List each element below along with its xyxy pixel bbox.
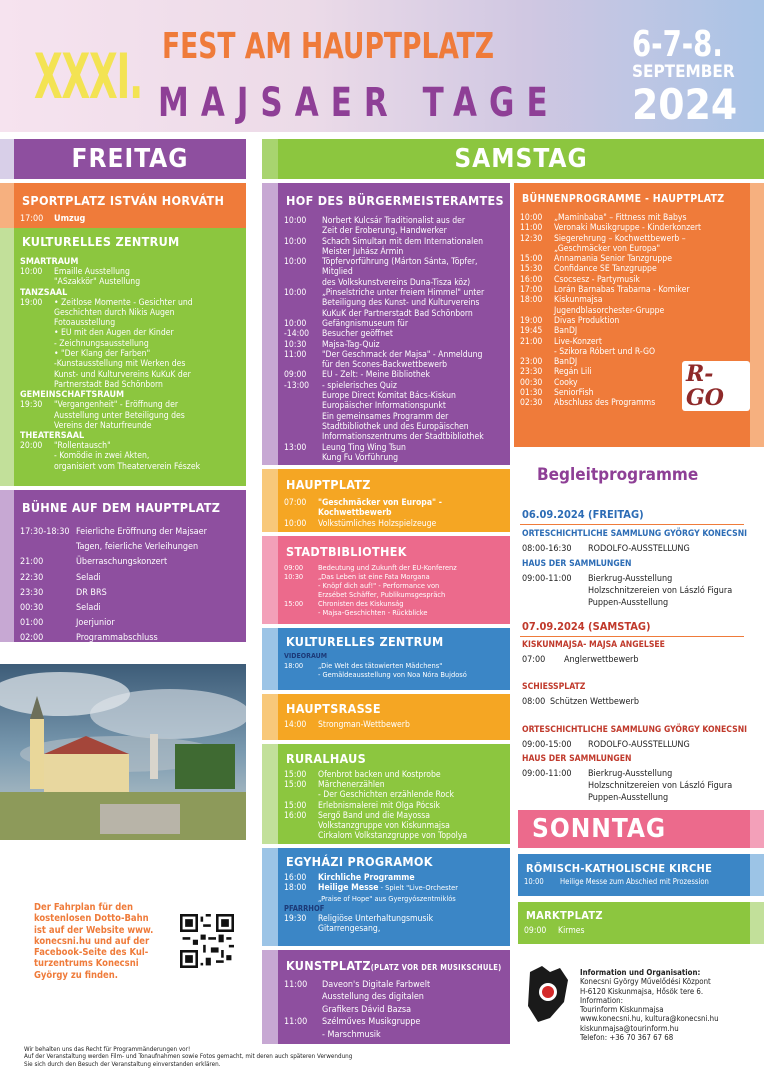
footer-disclaimer: Wir behalten uns das Recht für Programmänderungen vor! Auf der Veranstaltung werden Film- und Tonaufnahmen sowie Fotos gemacht, mit deren auch späteren Verwendung Sie sich durch den Besuch der Veranstaltung einverstanden erklären. [24, 1046, 353, 1068]
schedule-row [278, 370, 510, 380]
schedule-row [278, 599, 510, 608]
schedule-row [278, 381, 510, 391]
box-hauptsrasse: HAUPTSRASSE 14:00 Strongman-Wettbewerb [278, 694, 510, 740]
row-text: BanDJ [554, 357, 578, 368]
row-text: Ein gemeinsames Programm der [322, 411, 449, 422]
day-samstag: SAMSTAG [278, 139, 764, 179]
edition-number: XXXI. [34, 40, 143, 113]
schedule-row [278, 790, 510, 800]
begleit-date-fri: 06.09.2024 (FREITAG) [522, 508, 644, 521]
schedule-row [514, 306, 750, 316]
schedule-row [278, 247, 510, 257]
church-photo [0, 664, 246, 840]
row-time [284, 453, 322, 463]
row-time: 15:00 [284, 770, 307, 780]
row-text: DR BRS [76, 587, 107, 598]
box-kirche: RÖMISCH-KATHOLISCHE KIRCHE 10:00 Heilige Messe zum Abschied mit Prozession [518, 854, 750, 896]
row-time [520, 244, 554, 254]
row-time [520, 347, 554, 357]
buehne-fri-title: BÜHNE AUF DEM HAUPTPLATZ [22, 500, 221, 515]
dotto-bahn-text: Der Fahrplan für den kostenlosen Dotto-Bahn ist auf der Website www. konecsni.hu und auf der Facebook-Seite des Kul- turzentrums Konecsni György zu finden. [34, 902, 154, 981]
row-time: 21:00 [520, 336, 543, 347]
schedule-row [278, 319, 510, 329]
schedule-row [514, 326, 750, 336]
begleit-text: Puppen-Ausstellung [588, 793, 669, 803]
schedule-row [278, 360, 510, 370]
strip-stadtbib [262, 536, 278, 624]
row-text: „Maminbaba" – Fittness mit Babys [554, 213, 687, 223]
row-time: 15:00 [284, 780, 307, 791]
row-time [284, 391, 322, 401]
row-time: 15:30 [520, 264, 543, 275]
row-time: 02:30 [520, 398, 543, 409]
festival-subtitle: MAJSAER TAGE [158, 80, 560, 126]
row-time: 17:30-18:30 [20, 527, 70, 537]
box-buehne-fri [14, 490, 246, 642]
row-time: -13:00 [284, 380, 310, 391]
row-text: Programmabschluss [76, 633, 158, 642]
row-text: Schach Simultan mit dem Internationalen [322, 236, 483, 247]
row-time [284, 360, 322, 370]
schedule-row [278, 216, 510, 226]
row-text: Sergő Band und die Mayossa [318, 810, 431, 821]
row-time [284, 422, 322, 432]
row-time [284, 226, 322, 236]
schedule-row [278, 288, 510, 298]
row-time [284, 309, 322, 319]
schedule-row [278, 391, 510, 401]
row-text: Ofenbrot backen und Kostprobe [318, 770, 441, 780]
row-time: 02:00 [20, 633, 44, 642]
row-text: - spielerisches Quiz [322, 380, 397, 391]
begleit-text: RODOLFO-AUSSTELLUNG [588, 740, 690, 750]
row-time: 10:00 [284, 288, 307, 299]
schedule-row [278, 350, 510, 360]
strip-hof [262, 183, 278, 465]
row-time: 01:00 [20, 618, 44, 629]
info-website-link: www.konecsni.hu, kultura@konecsni.hu [580, 1014, 719, 1024]
schedule-row [278, 237, 510, 247]
hauptsrasse-title: HAUPTSRASSE [286, 701, 381, 716]
schedule-row [278, 1004, 510, 1016]
row-text: Cooky [554, 377, 578, 388]
row-time [284, 991, 322, 1003]
schedule-row [514, 234, 750, 244]
row-text: Norbert Kulcsár Traditionalist aus der [322, 216, 466, 226]
row-text: Kung Fu Vorführung [322, 452, 399, 463]
row-text: Erzsébet Schäffer, Publikumsgespräch [318, 590, 446, 599]
row-time: 17:00 [520, 285, 543, 296]
row-text: Lorán Barnabas Trabarna - Komiker [554, 285, 690, 296]
begleit-text: RODOLFO-AUSSTELLUNG [588, 544, 690, 554]
begleit-text: Anglerwettbewerb [564, 655, 639, 665]
schedule-row [278, 453, 510, 463]
side-strip-green [0, 228, 14, 486]
row-text: Chronisten des Kiskunság [318, 599, 404, 608]
schedule-row [514, 244, 750, 254]
row-text: Europäischer Informationspunkt [322, 401, 446, 412]
row-text: „Geschmäcker von Europa" [554, 243, 661, 254]
row-time: 16:00 [520, 274, 543, 285]
row-time [284, 831, 318, 841]
row-time [284, 1004, 322, 1016]
strip-marktplatz [750, 902, 764, 944]
begleit-time: 09:00-11:00 [522, 769, 572, 779]
day-freitag: FREITAG [14, 139, 246, 179]
schedule-row [278, 278, 510, 288]
row-text: Grafikers Dávid Bazsa [322, 1004, 412, 1015]
row-time: 19:00 [520, 315, 543, 326]
info-block: Information und Organisation: Konecsni György Művelődési Központ H-6120 Kiskunmajsa, Hősök tere 6. Information: Tourinform Kiskunmajsa www.konecsni.hu, kultura@konecsni.hu kiskunmajsa@tourinform.hu Telefon: +36 70 367 67 68 [580, 968, 719, 1043]
side-strip-orange [0, 183, 14, 228]
schedule-row [278, 257, 510, 278]
hof-title: HOF DES BÜRGERMEISTERAMTES [286, 193, 504, 208]
row-text: Cirkalom Volkstanzgruppe von Topolya [318, 831, 468, 842]
schedule-row [14, 601, 246, 616]
schedule-row [278, 831, 510, 841]
schedule-row [14, 525, 246, 540]
schedule-row [278, 991, 510, 1003]
hauptplatz-title: HAUPTPLATZ [286, 477, 371, 492]
begleit-text: Bierkrug-Ausstellung [588, 769, 673, 779]
row-time: 10:00 [284, 318, 307, 329]
egyhazi-title: EGYHÁZI PROGRAMOK [286, 854, 433, 869]
divider [520, 636, 744, 637]
begleit-loc: HAUS DER SAMMLUNGEN [522, 559, 632, 569]
kz2-title: KULTURELLES ZENTRUM [286, 634, 444, 649]
row-time: 10:30 [284, 339, 307, 350]
schedule-row [14, 555, 246, 570]
row-time: 15:00 [520, 254, 543, 265]
schedule-row [278, 329, 510, 339]
row-text: „Das Leben ist eine Fata Morgana [318, 572, 430, 581]
schedule-row [278, 422, 510, 432]
schedule-row [278, 979, 510, 991]
row-text: Überraschungskonzert [76, 557, 168, 568]
marktplatz-title: MARKTPLATZ [526, 909, 603, 922]
row-time: 23:30 [520, 367, 543, 378]
row-text: Daveon's Digitale Farbwelt [322, 980, 431, 990]
row-text: Szélműves Musikgruppe [322, 1017, 421, 1028]
schedule-row [278, 298, 510, 308]
buehne-sat-title: BÜHNENPROGRAMME - HAUPTPLATZ [522, 193, 725, 205]
begleit-loc: HAUS DER SAMMLUNGEN [522, 754, 632, 764]
schedule-row [14, 616, 246, 631]
box-sportplatz: SPORTPLATZ ISTVÁN HORVÁTH 17:00 Umzug [14, 183, 246, 228]
row-text: Informationszentrums der Stadtbibliothek [322, 432, 484, 443]
schedule-row [278, 581, 510, 590]
qr-code-icon[interactable] [180, 914, 234, 968]
row-time: 11:00 [520, 223, 543, 234]
row-time [284, 1029, 322, 1041]
begleit-text: Holzschnitzereien von László Figura [588, 586, 733, 596]
row-text: Märchenerzählen [318, 780, 385, 791]
begleit-text: Bierkrug-Ausstellung [588, 574, 673, 584]
strip-kz2 [262, 628, 278, 690]
row-time: 09:00 [284, 563, 304, 572]
row-text: Jugendblasorchester-Gruppe [554, 305, 665, 316]
festival-title: FEST AM HAUPTPLATZ [162, 26, 495, 67]
schedule-row [278, 309, 510, 319]
row-time: 19:45 [520, 326, 543, 337]
row-text: Europe Direct Komitat Bács-Kiskun [322, 391, 456, 402]
row-time: 23:30 [20, 587, 44, 598]
box-stadtbibliothek [278, 536, 510, 624]
row-text: Confidance SE Tanzgruppe [554, 264, 657, 275]
row-text: Zeit der Eroberung, Handwerker [322, 226, 447, 237]
row-text: Ausstellung des digitalen [322, 992, 424, 1003]
schedule-row [514, 295, 750, 305]
schedule-row [278, 563, 510, 572]
sportplatz-title: SPORTPLATZ ISTVÁN HORVÁTH [22, 193, 225, 208]
schedule-row [278, 401, 510, 411]
row-text: KuKuK der Partnerstadt Bad Schönborn [322, 308, 473, 319]
schedule-row [14, 631, 246, 642]
row-text: „Pinselstriche unter freiem Himmel" unter [322, 288, 485, 299]
row-text: Kiskunmajsa [554, 295, 603, 306]
begleit-time: 07:00 [522, 655, 546, 665]
row-text: des Volkskunstvereins Duna-Tisza köz) [322, 277, 471, 288]
row-time: 11:00 [284, 349, 307, 360]
row-time: 11:00 [284, 980, 308, 990]
box-kulturelles-zentrum-sat: KULTURELLES ZENTRUM VIDEORAUM 18:00 „Die Welt des tätowierten Mädchens" - Gemäldeausstellung von Noa Nóra Bujdosó [278, 628, 510, 690]
row-time: 10:00 [284, 236, 307, 247]
row-text: SeniorFish [554, 388, 594, 399]
strip-hauptsrasse [262, 694, 278, 740]
schedule-row [514, 316, 750, 326]
date-days: 6-7-8. [632, 24, 723, 65]
date-month: SEPTEMBER [632, 62, 735, 82]
row-text: Veronaki Musikgruppe - Kinderkonzert [554, 223, 702, 234]
begleit-time: 08:00 [522, 697, 546, 707]
schedule-row [278, 780, 510, 790]
row-time: -14:00 [284, 329, 310, 340]
begleit-text: Holzschnitzereien von László Figura [588, 781, 733, 791]
row-time: 22:30 [20, 572, 44, 583]
row-text: Live-Konzert [554, 336, 602, 347]
side-strip-purple [0, 490, 14, 642]
strip-sonntag [750, 810, 764, 848]
box-hof-buergermeisteramt [278, 183, 510, 465]
schedule-row [514, 223, 750, 233]
row-text: - Marschmusik [322, 1029, 381, 1040]
row-time [284, 608, 318, 617]
row-time: 10:30 [284, 572, 304, 581]
begleit-time: 08:00-16:30 [522, 544, 572, 554]
row-time [284, 278, 322, 288]
row-time: 18:00 [520, 295, 543, 306]
schedule-row [514, 285, 750, 295]
begleit-loc: ORTESCHICHTLICHE SAMMLUNG GYÖRGY KONECSNI [522, 725, 748, 735]
row-text: Joerjunior [76, 618, 115, 629]
row-time [520, 306, 554, 316]
row-time [284, 298, 322, 308]
box-egyhazi-programok: EGYHÁZI PROGRAMOK 16:00 Kirchliche Programme 18:00 Heilige Messe - Spielt "Live-Orchester „Praise of Hope" aus Gyergyószentmiklós PFARRHOF 19:30 Religiöse Unterhaltungsmusik Gitarrengesang, [278, 848, 510, 946]
row-text: Abschluss des Programms [554, 398, 656, 409]
row-text: Beteiligung des Kunst- und Kulturvereins [322, 298, 480, 309]
strip-hauptplatz [262, 469, 278, 532]
row-text: Tagen, feierliche Verleihungen [76, 542, 199, 553]
row-time [284, 247, 322, 257]
info-email-link: kiskunmajsa@tourinform.hu [580, 1023, 679, 1033]
begleit-text: Schützen Wettbewerb [550, 697, 639, 707]
divider [520, 524, 744, 525]
row-text: Volkstanzgruppe von Kiskunmajsa [318, 821, 450, 832]
schedule-row [278, 443, 510, 453]
strip-kunstplatz [262, 950, 278, 1044]
row-text: "Der Geschmack der Majsa" - Anmeldung [322, 349, 483, 360]
kz-title: KULTURELLES ZENTRUM [22, 234, 180, 249]
row-time: 11:00 [284, 1017, 308, 1028]
box-marktplatz: MARKTPLATZ 09:00 Kirmes [518, 902, 750, 944]
schedule-row [14, 586, 246, 601]
row-time: 00:30 [520, 377, 543, 388]
schedule-row [514, 254, 750, 264]
row-text: Bedeutung und Zukunft der EU-Konferenz [318, 563, 457, 572]
row-text: EU - Zelt: - Meine Bibliothek [322, 370, 431, 381]
hand-logo-icon [520, 962, 574, 1026]
schedule-row [278, 412, 510, 422]
begleit-time: 09:00-15:00 [522, 740, 572, 750]
row-text: - Majsa-Geschichten - Rückblicke [318, 608, 428, 617]
row-text: Majsa-Tag-Quiz [322, 339, 380, 350]
row-text: Regán Lili [554, 367, 592, 378]
schedule-row [278, 821, 510, 831]
row-time: 16:00 [284, 810, 307, 821]
row-text: für den Scones-Backwettbewerb [322, 360, 448, 371]
box-ruralhaus [278, 744, 510, 844]
box-kulturelles-zentrum-fri: KULTURELLES ZENTRUM SMARTRAUM 10:00 Emaille Ausstellung "ASzakkör" Austellung TANZSAAL 19:00 • Zeitlose Momente - Gesichter und Geschichten durch Nikis Augen Fotoausstellung • EU mit den Augen der Kinder - Zeichnungsausstellung • "Der Klang der Farben" -Kunstausstellung mit Werken des Kunst- und Kulturvereins KuKuK der Partnerstadt Bad Schönborn GEMEINSCHAFTSRAUM 19:30 "Vergangenheit" - Eröffnung der Ausstellung unter Beteiligung des Vereins der Naturfreunde THEATERSAAL 20:00 "Rollentausch" - Komödie in zwei Akten, organisiert vom Theaterverein Fészek [14, 228, 246, 486]
row-text: Leung Ting Wing Tsun [322, 442, 406, 453]
row-time: 01:30 [520, 388, 543, 399]
kunstplatz-title: KUNSTPLATZ(PLATZ VOR DER MUSIKSCHULE) [286, 958, 502, 973]
row-time: 10:00 [284, 257, 307, 268]
row-time: 10:00 [284, 216, 307, 226]
row-time [20, 540, 76, 555]
row-text: Siegerehrung – Kochwettbewerb – [554, 233, 686, 244]
schedule-row [278, 1029, 510, 1041]
row-text: Feierliche Eröffnung der Majsaer [76, 527, 207, 537]
row-text: - Der Geschichten erzählende Rock [318, 790, 454, 801]
strip-right-orange [750, 183, 764, 447]
schedule-row [514, 347, 750, 357]
row-time: 21:00 [20, 557, 44, 568]
schedule-row [278, 811, 510, 821]
row-text: - Knöpf dich auf!" - Performance von [318, 581, 440, 590]
strip-ruralhaus [262, 744, 278, 844]
row-text: Meister Juhász Ármin [322, 246, 404, 257]
row-time: 12:30 [520, 233, 543, 244]
row-text: Seladi [76, 572, 101, 583]
row-time: 09:00 [284, 370, 307, 381]
ruralhaus-title: RURALHAUS [286, 751, 366, 766]
row-text: Stadtbibliothek und des Europäischen [322, 421, 469, 432]
samstag-bar-left [262, 139, 278, 179]
row-time [284, 821, 318, 831]
date-year: 2024 [632, 80, 738, 129]
row-time [284, 401, 322, 411]
begleitprogramme-title: Begleitprogramme [537, 465, 699, 485]
schedule-row [14, 571, 246, 586]
row-time [284, 590, 318, 599]
row-time: 15:00 [284, 599, 304, 608]
freitag-bar-left [0, 139, 14, 179]
row-time: 10:00 [520, 213, 543, 223]
row-text: Seladi [76, 603, 101, 614]
schedule-row [514, 337, 750, 347]
schedule-row [278, 590, 510, 599]
day-sonntag: SONNTAG [518, 810, 750, 848]
strip-egyhazi [262, 848, 278, 946]
row-time: 13:00 [284, 442, 307, 453]
row-time [284, 581, 318, 590]
schedule-row [278, 340, 510, 350]
row-text: Gefängnismuseum für [322, 318, 409, 329]
row-text: Annamania Senior Tanzgruppe [554, 254, 672, 265]
rgo-logo: R-GO [682, 361, 750, 411]
begleit-text: Puppen-Ausstellung [588, 598, 669, 608]
row-time [284, 790, 318, 800]
row-text: Csocsesz - Partymusik [554, 274, 640, 285]
row-text: Erlebnismalerei mit Olga Pócsik [318, 800, 440, 811]
box-hauptplatz: HAUPTPLATZ 07:00 "Geschmäcker von Europa" - Kochwettbewerb 10:00 Volkstümliches Holzspielzeuge [278, 469, 510, 532]
begleit-time: 09:00-11:00 [522, 574, 572, 584]
row-time: 23:00 [520, 357, 543, 368]
schedule-row [278, 1016, 510, 1028]
schedule-row [278, 226, 510, 236]
begleit-loc: KISKUNMAJSA- MAJSA ANGELSEE [522, 640, 665, 650]
kirche-title: RÖMISCH-KATHOLISCHE KIRCHE [526, 862, 713, 875]
schedule-row [278, 770, 510, 780]
row-text: Besucher geöffnet [322, 329, 393, 340]
row-time [284, 412, 322, 422]
row-time [284, 432, 322, 442]
schedule-row [14, 540, 246, 555]
row-time: 15:00 [284, 800, 307, 811]
begleit-date-sat: 07.09.2024 (SAMSTAG) [522, 620, 651, 633]
stadtbib-title: STADTBIBLIOTHEK [286, 544, 407, 559]
box-kunstplatz [278, 950, 510, 1044]
row-time: 00:30 [20, 603, 44, 614]
row-text: Divas Produktion [554, 315, 620, 326]
begleit-loc: SCHIESSPLATZ [522, 682, 586, 692]
row-text: - Szikora Róbert und R-GO [554, 346, 656, 357]
begleit-loc: ORTESCHICHTLICHE SAMMLUNG GYÖRGY KONECSNI [522, 529, 748, 539]
schedule-row [514, 264, 750, 274]
row-text: Töpfervorführung (Márton Sánta, Töpfer, Mitglied [322, 257, 478, 278]
row-text: BanDJ [554, 326, 578, 337]
schedule-row [278, 801, 510, 811]
schedule-row [514, 275, 750, 285]
box-buehnenprogramme [514, 183, 750, 447]
schedule-row [278, 432, 510, 442]
strip-kirche [750, 854, 764, 896]
schedule-row [278, 608, 510, 617]
schedule-row [514, 213, 750, 223]
schedule-row [278, 572, 510, 581]
